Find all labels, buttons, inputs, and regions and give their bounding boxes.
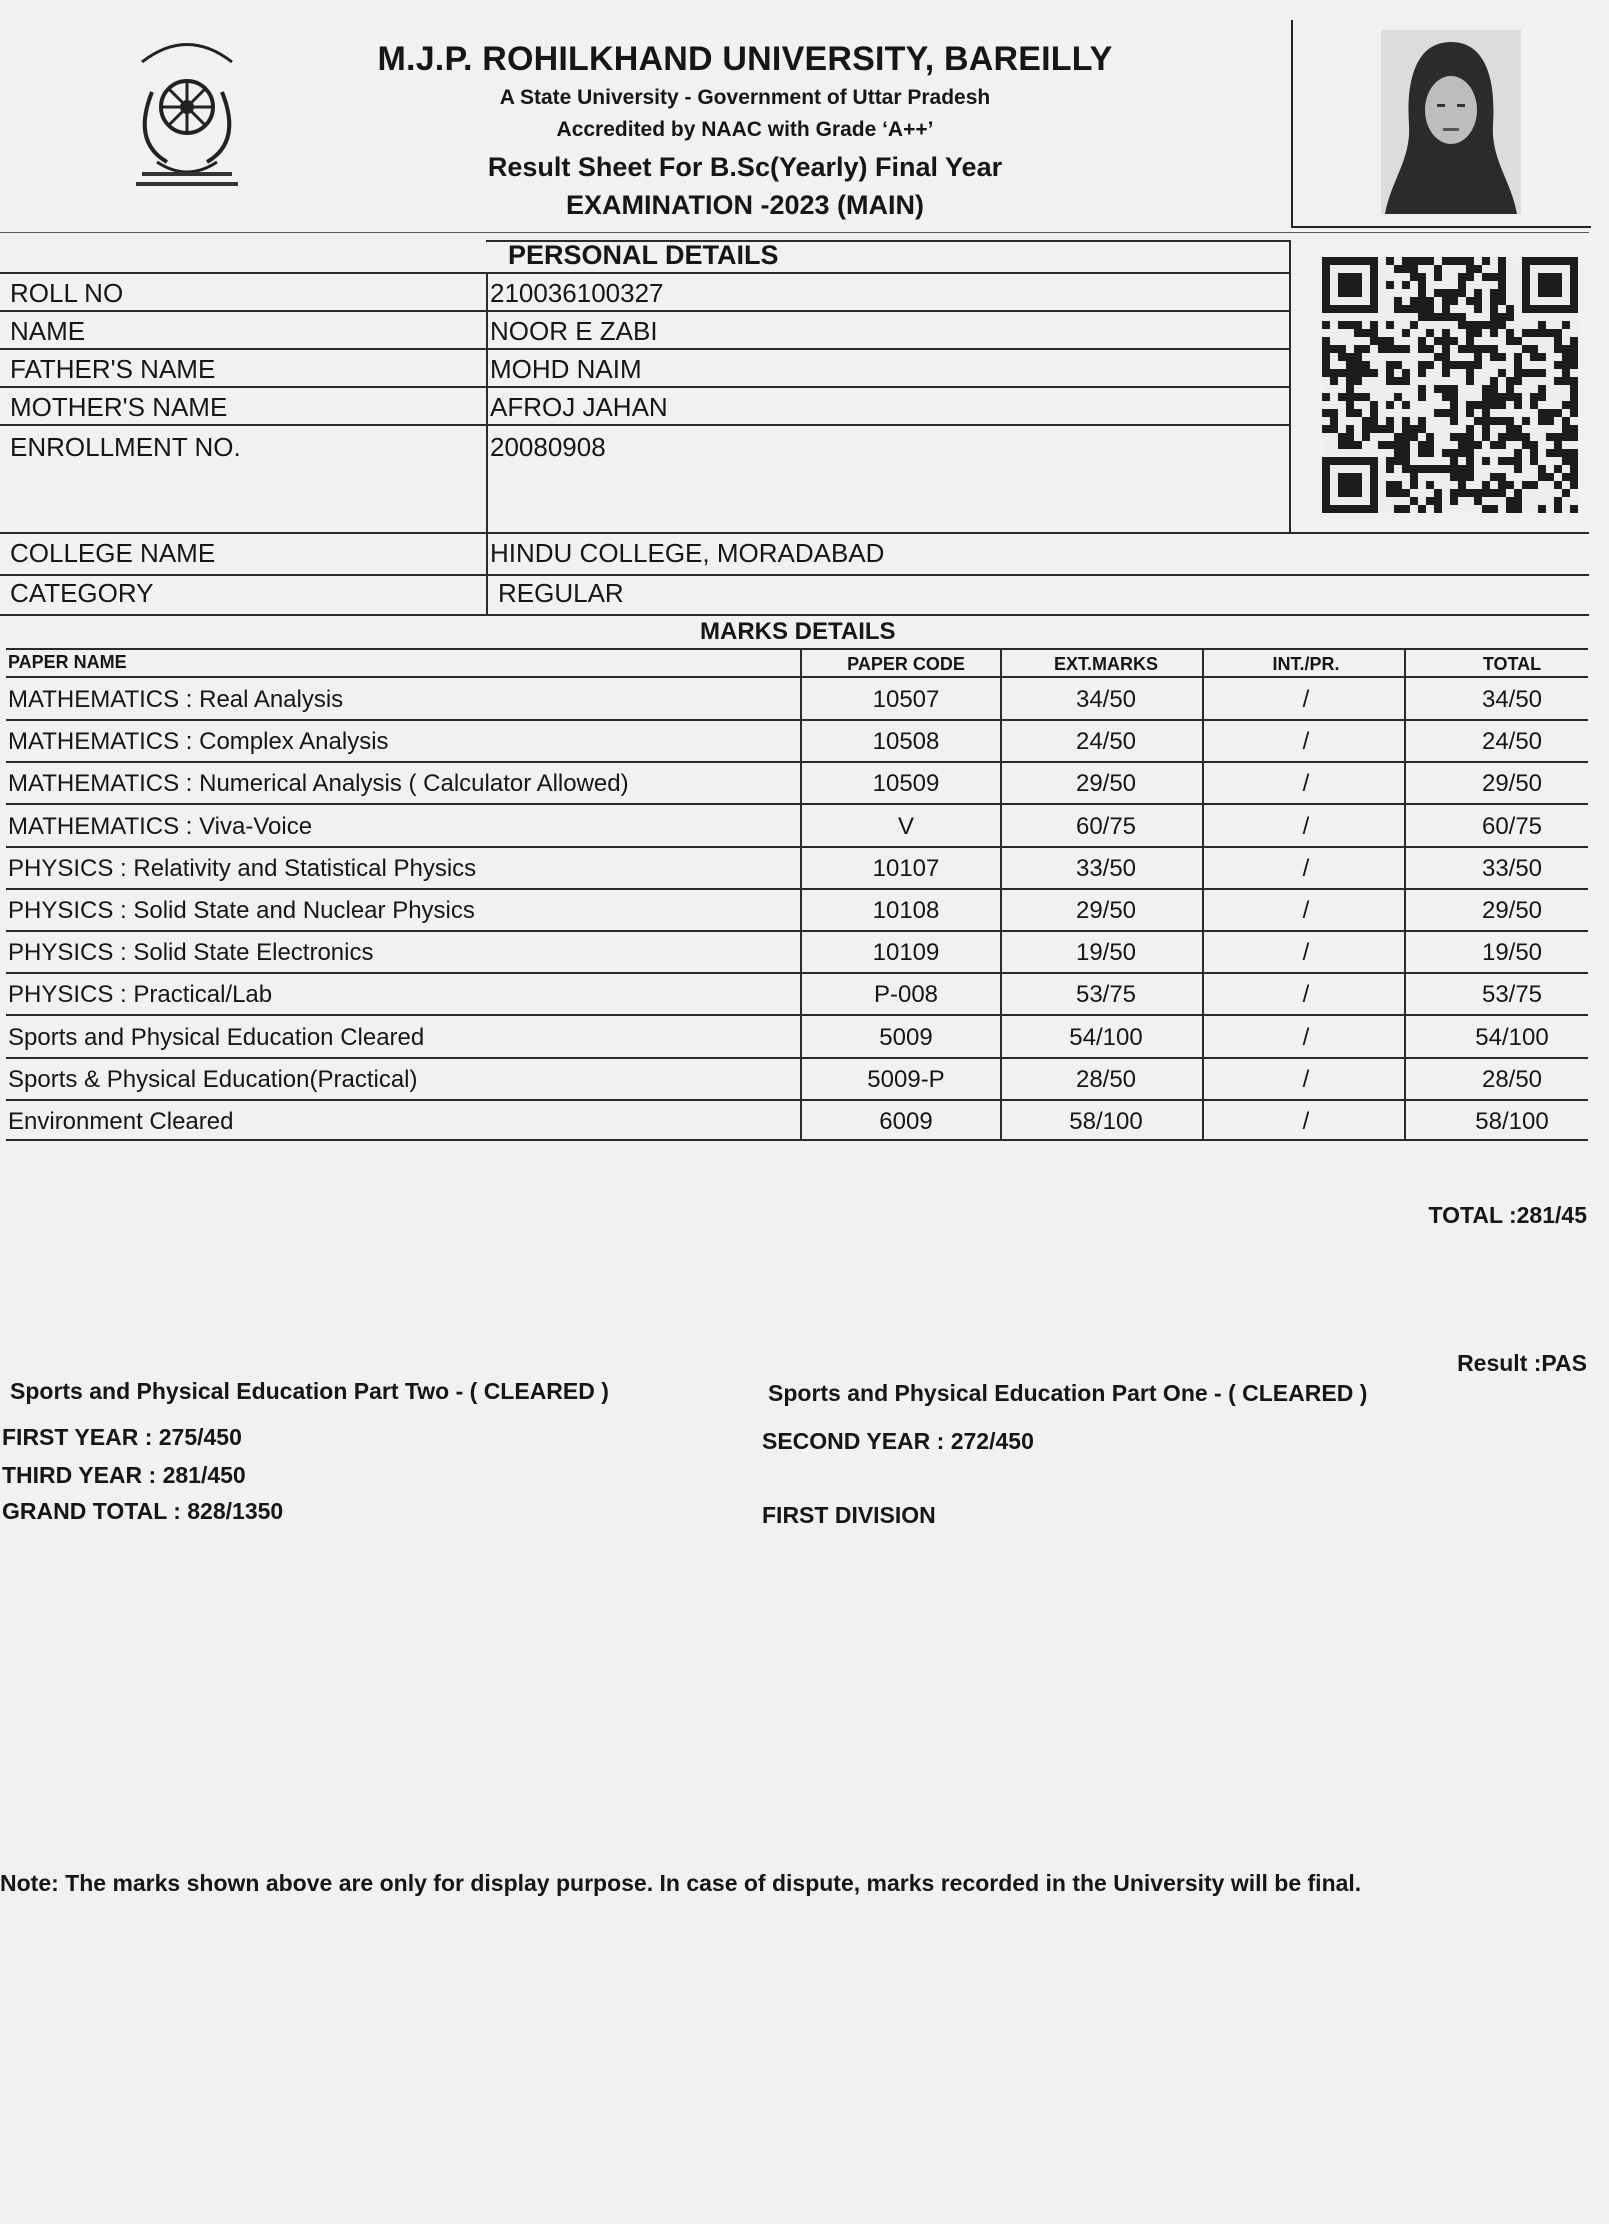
table-row	[6, 762, 1588, 804]
table-row	[6, 889, 1588, 931]
university-subtitle: A State University - Government of Uttar Pradesh	[499, 86, 991, 109]
paper-code-cell: 6009	[879, 1108, 933, 1135]
col-header-paper-code: PAPER CODE	[847, 654, 965, 674]
paper-name-cell: MATHEMATICS : Numerical Analysis ( Calculator Allowed)	[8, 770, 629, 798]
paper-code-cell: P-008	[873, 981, 939, 1009]
table-border	[1289, 240, 1291, 532]
mother-name-label: MOTHER'S NAME	[10, 392, 228, 422]
university-logo	[112, 22, 262, 197]
int-pr-cell: /	[1302, 812, 1310, 840]
paper-code-cell: 10108	[872, 897, 940, 924]
paper-name-cell: Sports and Physical Education Cleared	[8, 1023, 425, 1051]
paper-code-cell: 5009-P	[867, 1065, 945, 1093]
ext-marks-cell: 53/75	[1075, 981, 1137, 1009]
ext-marks-cell: 29/50	[1075, 897, 1137, 924]
accreditation-text: Accredited by NAAC with Grade ‘A++’	[556, 118, 934, 141]
father-name-value: MOHD NAIM	[490, 354, 642, 384]
table-border	[0, 386, 1291, 388]
table-border	[0, 532, 1589, 534]
int-pr-cell: /	[1302, 854, 1310, 882]
paper-code-cell: 5009	[879, 1023, 933, 1051]
division: FIRST DIVISION	[762, 1502, 936, 1528]
table-border	[0, 272, 1291, 274]
total-cell: 53/75	[1481, 981, 1543, 1009]
mother-name-value: AFROJ JAHAN	[490, 392, 668, 422]
paper-name-cell: Environment Cleared	[8, 1108, 234, 1135]
table-border	[0, 424, 1291, 426]
sports-part-two-status: Sports and Physical Education Part Two - ( CLEARED )	[10, 1378, 609, 1404]
enrollment-no-label: ENROLLMENT NO.	[10, 432, 241, 462]
table-row	[6, 1100, 1588, 1142]
paper-name-cell: PHYSICS : Solid State and Nuclear Physics	[8, 897, 475, 924]
table-row	[6, 931, 1588, 973]
university-name: M.J.P. ROHILKHAND UNIVERSITY, BAREILLY	[377, 40, 1113, 78]
header-divider	[0, 232, 1589, 233]
table-row	[6, 973, 1588, 1015]
int-pr-cell: /	[1302, 897, 1310, 924]
disclaimer-note: Note: The marks shown above are only for display purpose. In case of dispute, marks recorded in the University will be final.	[0, 1870, 1362, 1896]
sports-part-one-status: Sports and Physical Education Part One - ( CLEARED )	[768, 1380, 1368, 1406]
int-pr-cell: /	[1302, 1065, 1310, 1093]
table-row	[6, 720, 1588, 762]
total-cell: 29/50	[1481, 897, 1543, 924]
category-value: REGULAR	[498, 578, 624, 608]
total-cell: 19/50	[1481, 939, 1543, 967]
college-name-value: HINDU COLLEGE, MORADABAD	[490, 538, 885, 568]
col-header-int-pr: INT./PR.	[1272, 654, 1340, 674]
paper-code-cell: 10109	[872, 939, 940, 967]
result-status: Result :PAS	[1457, 1350, 1587, 1376]
col-header-total: TOTAL	[1482, 654, 1542, 674]
int-pr-cell: /	[1302, 686, 1310, 713]
second-year-marks: SECOND YEAR : 272/450	[762, 1428, 1034, 1454]
table-border	[6, 648, 1588, 650]
col-header-ext-marks: EXT.MARKS	[1053, 654, 1158, 674]
int-pr-cell: /	[1302, 1023, 1310, 1051]
int-pr-cell: /	[1302, 939, 1310, 967]
father-name-label: FATHER'S NAME	[10, 354, 216, 384]
paper-name-cell: PHYSICS : Practical/Lab	[8, 981, 273, 1009]
table-border	[0, 574, 1589, 576]
category-label: CATEGORY	[10, 578, 154, 608]
personal-details-title: PERSONAL DETAILS	[508, 240, 779, 270]
col-header-paper-name: PAPER NAME	[8, 652, 127, 672]
ext-marks-cell: 34/50	[1075, 686, 1137, 713]
table-border	[486, 272, 488, 614]
table-row	[6, 847, 1588, 889]
third-year-marks: THIRD YEAR : 281/450	[2, 1462, 246, 1488]
paper-code-cell: 10107	[872, 854, 940, 882]
result-sheet-title: Result Sheet For B.Sc(Yearly) Final Year	[487, 152, 1003, 182]
int-pr-cell: /	[1302, 770, 1310, 798]
examination-title: EXAMINATION -2023 (MAIN)	[565, 190, 925, 220]
total-cell: 34/50	[1481, 686, 1543, 713]
name-value: NOOR E ZABI	[490, 316, 658, 346]
total-cell: 28/50	[1481, 1065, 1543, 1093]
total-cell: 60/75	[1481, 812, 1543, 840]
ext-marks-cell: 28/50	[1075, 1065, 1137, 1093]
student-photo	[1381, 30, 1521, 214]
paper-code-cell: V	[897, 812, 914, 840]
table-row	[6, 1016, 1588, 1058]
int-pr-cell: /	[1302, 1108, 1310, 1135]
ext-marks-cell: 19/50	[1075, 939, 1137, 967]
table-row	[6, 678, 1588, 720]
total-cell: 24/50	[1481, 728, 1543, 756]
paper-name-cell: MATHEMATICS : Viva-Voice	[8, 812, 313, 840]
table-row	[6, 805, 1588, 847]
name-label: NAME	[10, 316, 86, 346]
table-row	[6, 1058, 1588, 1100]
ext-marks-cell: 33/50	[1075, 854, 1137, 882]
paper-name-cell: PHYSICS : Solid State Electronics	[8, 939, 374, 967]
ext-marks-cell: 60/75	[1075, 812, 1137, 840]
marks-table	[6, 648, 1588, 1141]
roll-no-label: ROLL NO	[10, 278, 124, 308]
paper-name-cell: MATHEMATICS : Complex Analysis	[8, 728, 389, 756]
total-cell: 29/50	[1481, 770, 1543, 798]
table-border	[0, 348, 1291, 350]
paper-code-cell: 10507	[872, 686, 940, 713]
ext-marks-cell: 58/100	[1069, 1108, 1143, 1135]
total-marks: TOTAL :281/45	[1428, 1202, 1587, 1228]
table-border	[0, 310, 1291, 312]
ext-marks-cell: 29/50	[1075, 770, 1137, 798]
int-pr-cell: /	[1302, 728, 1310, 756]
qr-code	[1322, 256, 1578, 514]
college-name-label: COLLEGE NAME	[10, 538, 216, 568]
grand-total-marks: GRAND TOTAL : 828/1350	[2, 1498, 284, 1524]
paper-name-cell: PHYSICS : Relativity and Statistical Physics	[8, 854, 477, 882]
paper-name-cell: Sports & Physical Education(Practical)	[8, 1065, 418, 1093]
int-pr-cell: /	[1302, 981, 1310, 1009]
roll-no-value: 210036100327	[490, 278, 664, 308]
paper-code-cell: 10509	[872, 770, 940, 798]
enrollment-no-value: 20080908	[490, 432, 606, 462]
paper-name-cell: MATHEMATICS : Real Analysis	[8, 686, 344, 713]
table-border	[0, 614, 1589, 616]
marks-details-title: MARKS DETAILS	[700, 618, 896, 645]
total-cell: 54/100	[1475, 1023, 1549, 1051]
total-cell: 33/50	[1481, 854, 1543, 882]
total-cell: 58/100	[1475, 1108, 1549, 1135]
ext-marks-cell: 54/100	[1069, 1023, 1143, 1051]
paper-code-cell: 10508	[872, 728, 940, 756]
first-year-marks: FIRST YEAR : 275/450	[2, 1424, 242, 1450]
ext-marks-cell: 24/50	[1075, 728, 1137, 756]
